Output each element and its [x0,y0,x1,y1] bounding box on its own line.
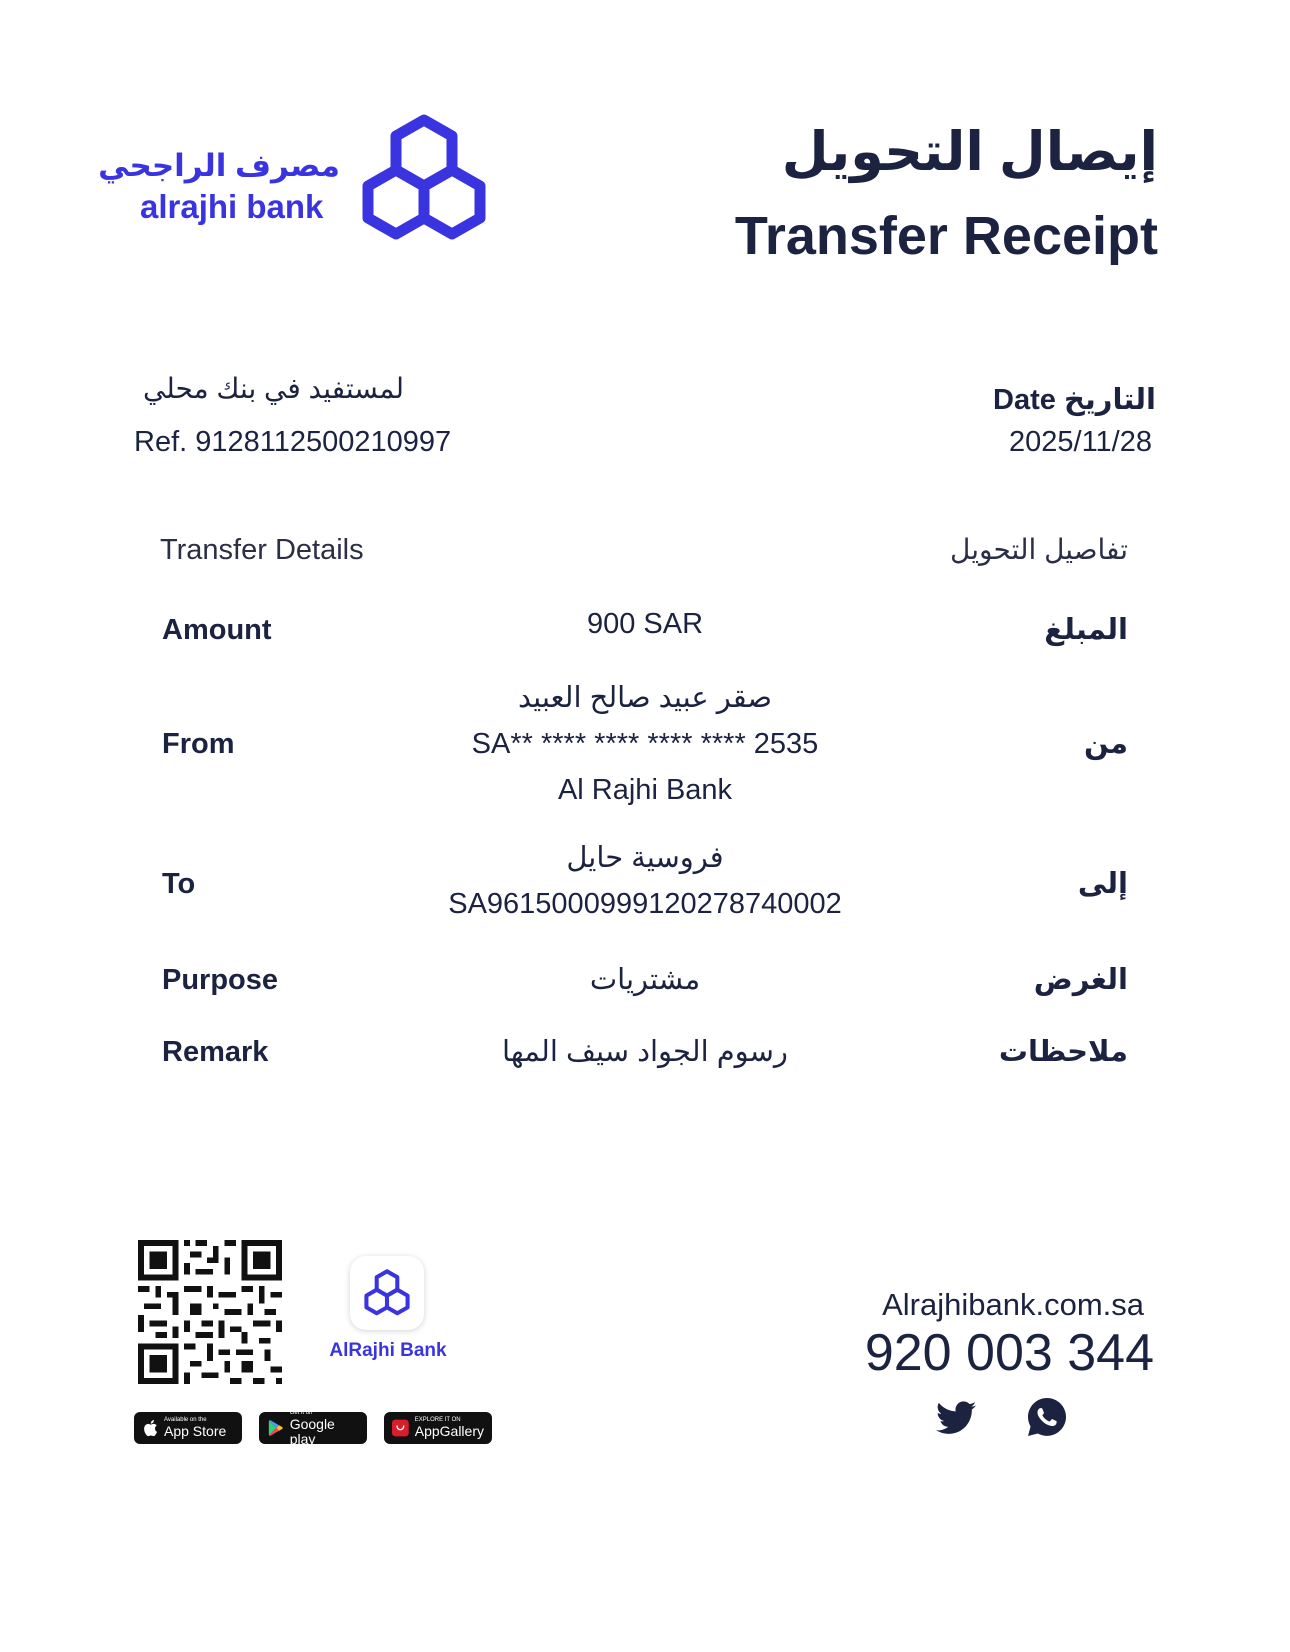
google-play-badge[interactable] [259,1409,367,1447]
whatsapp-icon[interactable] [1028,1398,1066,1436]
app-store-badge[interactable] [134,1412,242,1444]
remark-label: Remark [162,1036,269,1068]
amount-label: Amount [162,614,272,646]
to-iban: SA9615000999120278740002 [448,888,842,920]
brand-name-arabic: مصرف الراجحي [98,148,340,183]
store-name: AppGallery [414,1423,484,1439]
phone-number[interactable]: 920 003 344 [864,1324,1154,1382]
apple-icon [142,1419,158,1437]
purpose-label: Purpose [162,964,279,996]
website-link[interactable]: Alrajhibank.com.sa [882,1287,1144,1322]
to-name: فروسية حايل [566,842,724,874]
purpose-label-arabic: الغرض [1033,964,1128,996]
to-label: To [162,868,196,900]
purpose-value: مشتريات [589,964,701,996]
store-small-text: Available on the [164,1417,207,1423]
from-account: SA** **** **** **** **** 2535 [471,728,819,760]
alrajhi-logo-icon [356,114,492,244]
from-label: From [162,728,235,760]
from-label-arabic: من [1083,728,1128,760]
app-name: AlRajhi Bank [329,1340,447,1361]
amount-label-arabic: المبلغ [1044,614,1128,646]
store-name: Google play [289,1415,335,1447]
date-label: Date التاريخ [993,384,1156,416]
brand-name-english: alrajhi bank [140,188,324,225]
details-heading: Transfer Details [160,534,364,566]
store-small-text: EXPLORE IT ON [414,1417,461,1423]
reference-number: Ref. 9128112500210997 [134,426,452,458]
app-icon[interactable] [350,1256,424,1330]
app-gallery-badge[interactable] [384,1412,492,1444]
beneficiary-type: لمستفيد في بنك محلي [142,373,404,404]
remark-value: رسوم الجواد سيف المها [502,1036,788,1068]
google-play-icon [267,1419,284,1437]
twitter-icon[interactable] [936,1400,976,1436]
alrajhi-app-logo-icon [362,1269,412,1317]
amount-value: 900 SAR [586,608,704,640]
page-title: Transfer Receipt [734,206,1158,266]
from-name: صقر عبيد صالح العبيد [517,682,773,714]
huawei-icon [392,1418,409,1438]
store-name: App Store [164,1423,227,1439]
remark-label-arabic: ملاحظات [998,1036,1128,1068]
date-value: 2025/11/28 [1009,426,1152,458]
to-label-arabic: إلى [1077,868,1128,900]
store-small-text: Get it on [289,1409,313,1416]
from-bank: Al Rajhi Bank [557,774,733,806]
details-heading-arabic: تفاصيل التحويل [950,534,1128,565]
page-title-arabic: إيصال التحويل [781,122,1158,182]
qr-code-icon[interactable] [138,1240,282,1384]
